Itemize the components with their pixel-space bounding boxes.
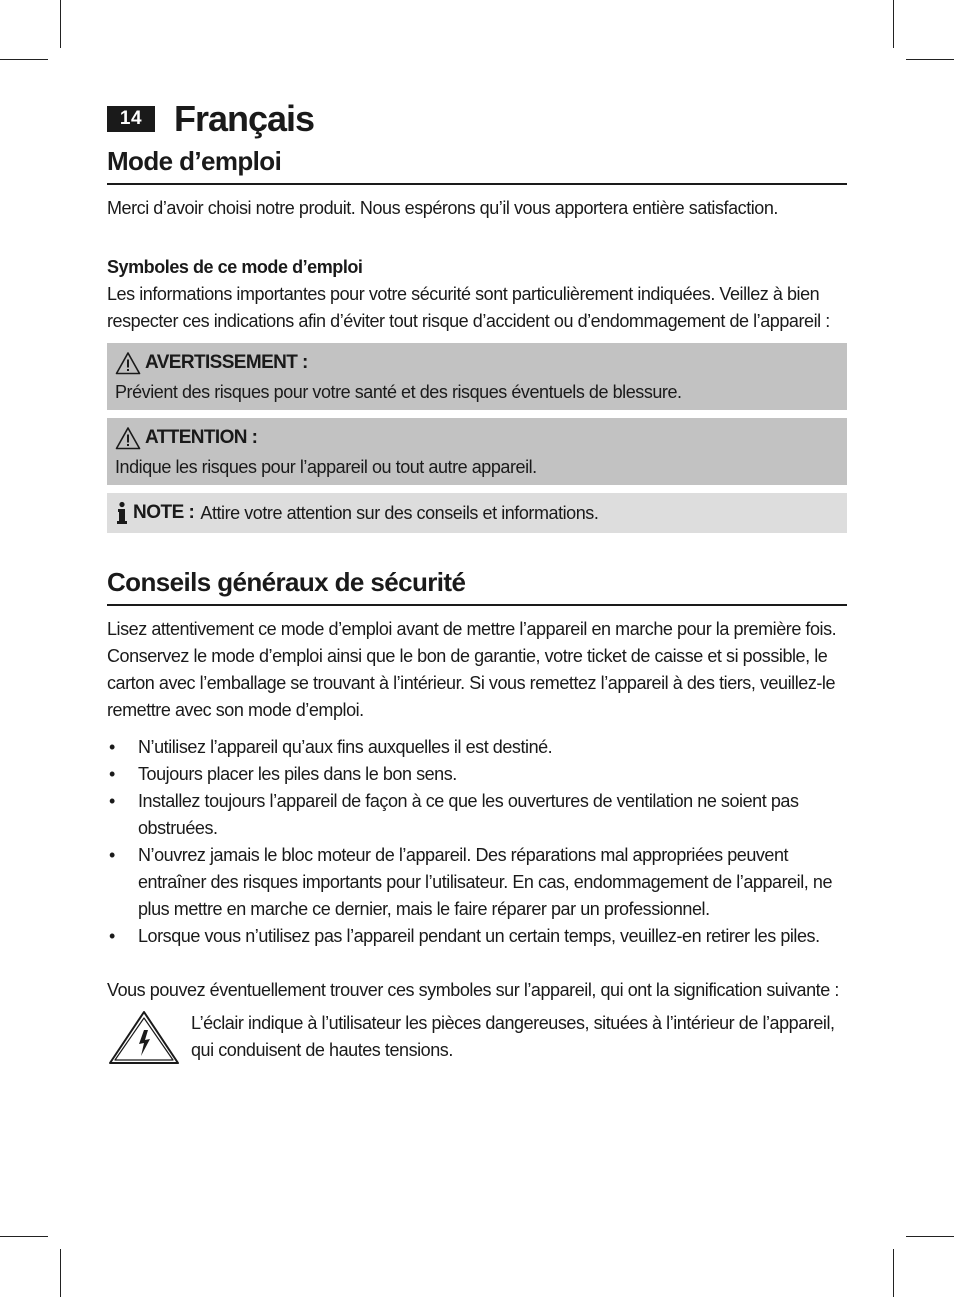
language-title: Français [174,98,315,139]
list-item [107,788,847,842]
safety-bullet-list [107,734,847,950]
note-box [107,493,847,533]
warning-text: Prévient des risques pour votre santé et des risques éventuels de blessure. [115,382,682,402]
crop-mark-bottom-left-h [0,1236,48,1237]
list-item-text: N’utilisez l’appareil qu’aux fins auxquelles il est destiné. [138,737,553,757]
crop-mark-bottom-right-v [893,1249,894,1297]
bullet-dot: • [109,845,115,865]
list-item [107,842,847,923]
device-symbols-intro: Vous pouvez éventuellement trouver ces symboles sur l’appareil, qui ont la signification suivante : [107,980,839,1000]
lightning-triangle-icon [107,1010,181,1066]
lightning-symbol-row [107,1010,847,1066]
bullet-dot: • [109,764,115,784]
list-item [107,923,847,950]
section-title-conseils: Conseils généraux de sécurité [107,567,847,606]
lightning-description: L’éclair indique à l’utilisateur les pièces dangereuses, situées à l’intérieur de l’appareil, qui conduisent de hautes tensions. [191,1013,835,1060]
list-item-text: Lorsque vous n’utilisez pas l’appareil pendant un certain temps, veuillez-en retirer les piles. [138,926,820,946]
crop-mark-top-left-h [0,59,48,60]
note-text: Attire votre attention sur des conseils et informations. [200,503,599,523]
intro-text: Merci d’avoir choisi notre produit. Nous espérons qu’il vous apportera entière satisfaction. [107,198,778,218]
general-safety-text: Lisez attentivement ce mode d’emploi avant de mettre l’appareil en marche pour la première fois. Conservez le mode d’emploi ainsi que le bon de garantie, votre ticket de caisse et si possible, le carton avec l’emballage se trouvant à l’intérieur. Si vous remettez l’appareil à des tiers, veuillez-le remettre avec son mode d’emploi. [107,619,837,720]
warning-box [107,343,847,410]
bullet-dot: • [109,926,115,946]
bullet-dot: • [109,791,115,811]
bullet-dot: • [109,737,115,757]
list-item-text: Installez toujours l’appareil de façon à ce que les ouvertures de ventilation ne soient pas obstruées. [138,791,799,838]
symbols-subtitle: Symboles de ce mode d’emploi [107,257,363,277]
warning-label: AVERTISSEMENT : [145,352,308,373]
list-item-text: Toujours placer les piles dans le bon sens. [138,764,457,784]
crop-mark-top-right-v [893,0,894,48]
attention-text: Indique les risques pour l’appareil ou tout autre appareil. [115,457,537,477]
list-item [107,734,847,761]
page-number: 14 [107,106,155,132]
crop-mark-bottom-right-h [906,1236,954,1237]
warning-triangle-icon [115,351,141,375]
note-label: NOTE : [133,502,195,523]
page-content [107,100,847,1066]
section-title-mode-emploi: Mode d’emploi [107,146,847,185]
page-header [107,100,847,138]
list-item-text: N’ouvrez jamais le bloc moteur de l’appareil. Des réparations mal appropriées peuvent entraîner des risques importants pour l’utilisateur. En cas, endommagement de l’appareil, ne plus mettre en marche ce dernier, mais le faire réparer par un professionnel. [138,845,832,919]
crop-mark-top-right-h [906,59,954,60]
crop-mark-bottom-left-v [60,1249,61,1297]
info-icon [115,501,129,525]
attention-label: ATTENTION : [145,427,258,448]
attention-box [107,418,847,485]
list-item [107,761,847,788]
crop-mark-top-left-v [60,0,61,48]
symbols-text: Les informations importantes pour votre sécurité sont particulièrement indiquées. Veillez à bien respecter ces indications afin d’éviter tout risque d’accident ou d’endommagement de l’appareil : [107,284,830,331]
warning-triangle-icon [115,426,141,450]
